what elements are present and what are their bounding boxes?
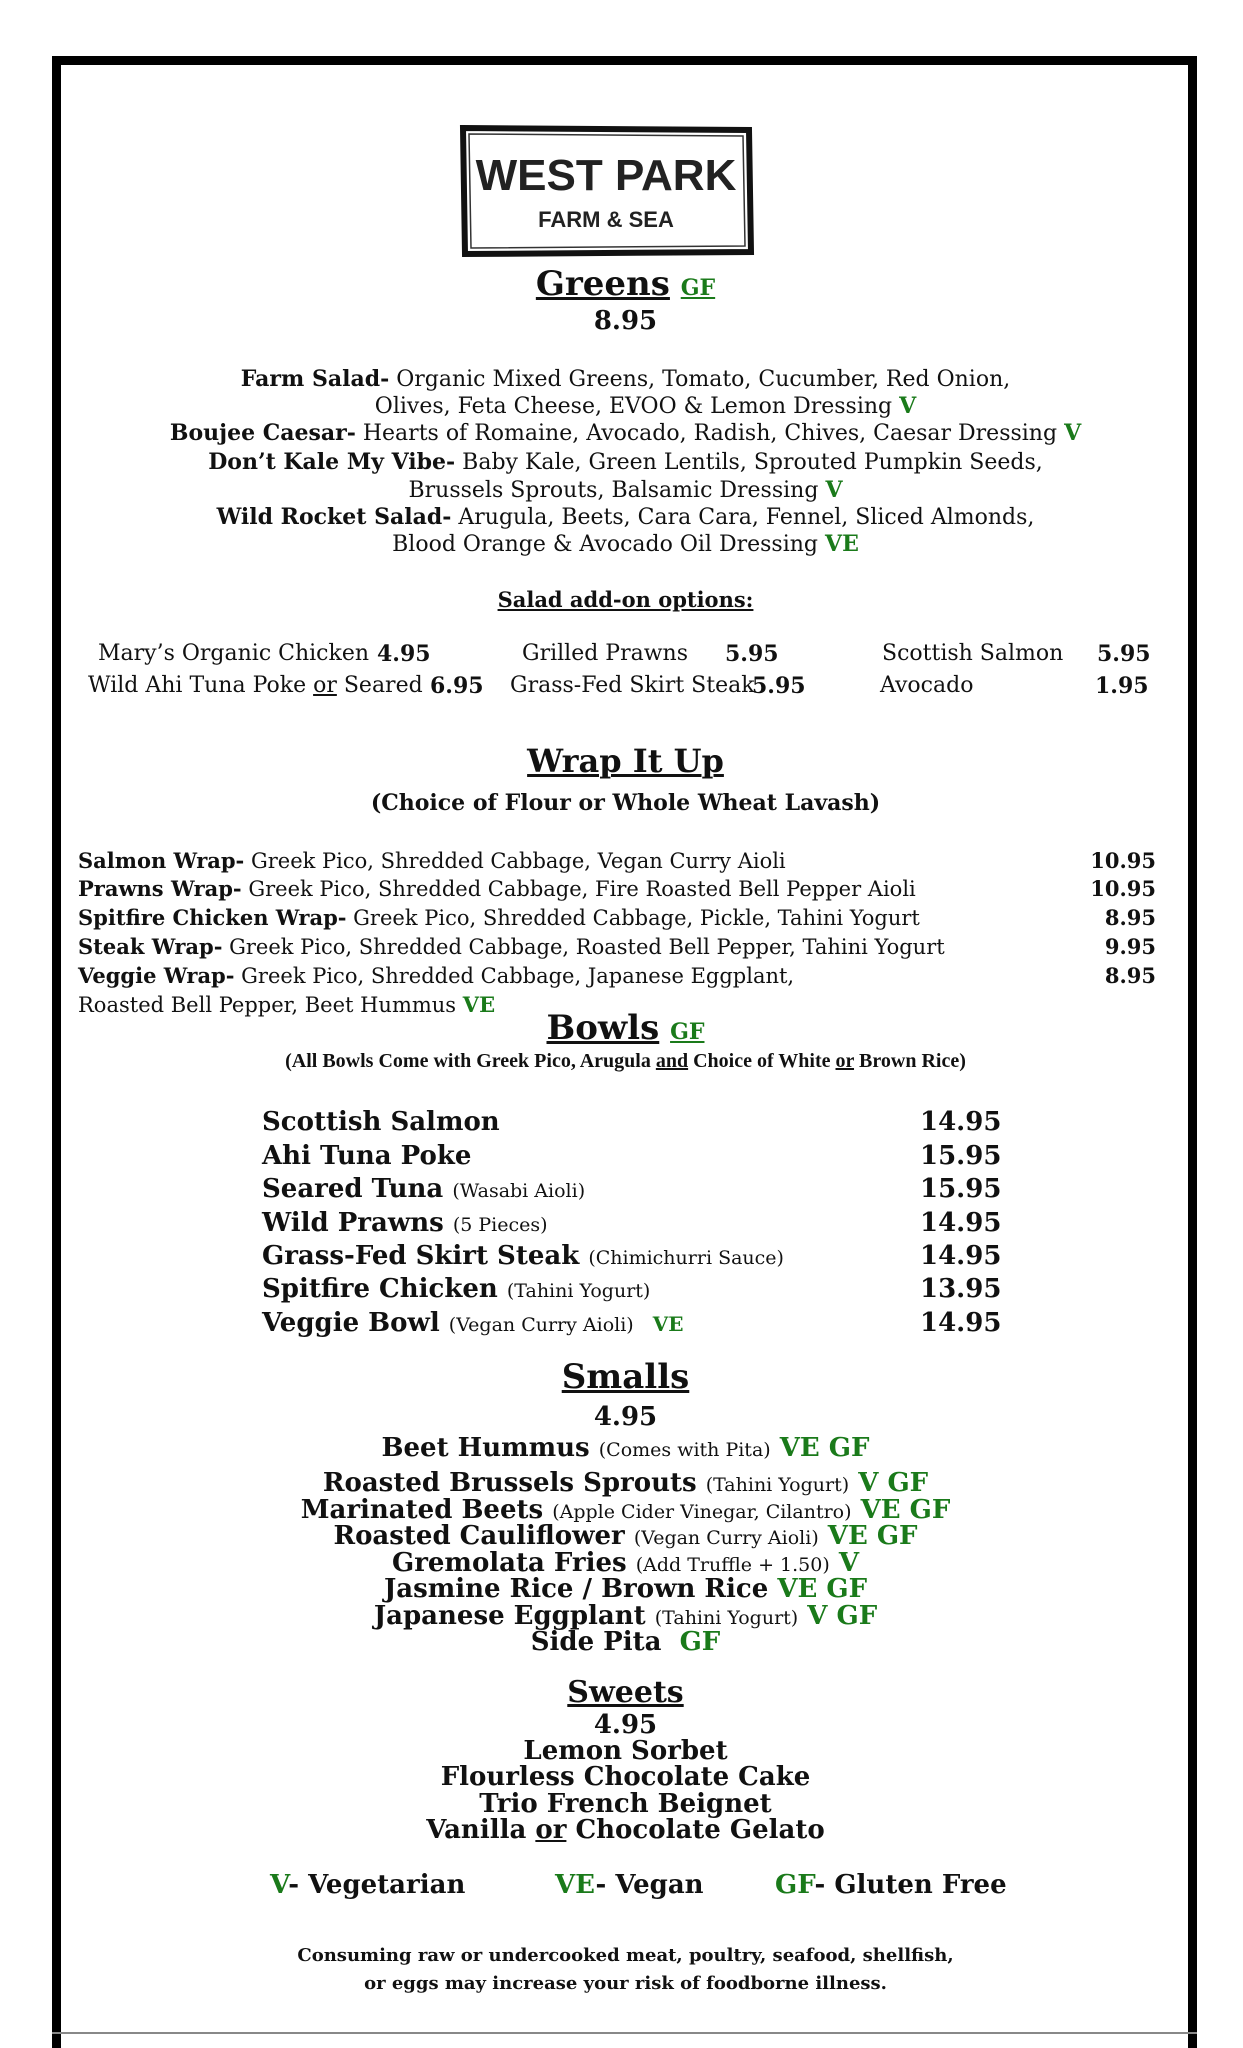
- small-item-side-pita: [60, 1629, 1191, 1655]
- item-desc: Arugula, Beets, Cara Cara, Fennel, Sliced Almonds,: [451, 505, 1035, 530]
- item-name: Steak Wrap-: [78, 934, 223, 959]
- diet-tag: VE GF: [777, 1574, 868, 1604]
- item-note: (Apple Cider Vinegar, Cilantro): [552, 1501, 852, 1523]
- diet-tag: V: [899, 393, 917, 419]
- wraps-title: Wrap It Up: [527, 742, 724, 780]
- greens-item-wild-rocket-line2: [60, 531, 1191, 558]
- bowl-item-veggie: [262, 1308, 684, 1338]
- item-note: (Tahini Yogurt): [654, 1607, 799, 1629]
- item-name: Side Pita: [530, 1627, 662, 1657]
- logo-line1: WEST PARK: [475, 151, 737, 200]
- addon-avocado: Avocado: [880, 673, 974, 698]
- item-note: (Tahini Yogurt): [506, 1280, 651, 1302]
- subtitle-text: Choice of White: [688, 1050, 836, 1072]
- legend-label: - Vegetarian: [288, 1870, 466, 1900]
- diet-tag: VE: [555, 1870, 596, 1900]
- west-park-logo: [457, 124, 755, 258]
- item-note: (Chimichurri Sauce): [588, 1247, 784, 1269]
- diet-tag: GF: [679, 1627, 721, 1657]
- item-note: (Vegan Curry Aioli): [448, 1314, 634, 1336]
- small-item-beet-hummus: [60, 1435, 1191, 1463]
- item-desc: Hearts of Romaine, Avocado, Radish, Chives, Caesar Dressing: [355, 421, 1058, 446]
- addon-chicken: Mary’s Organic Chicken: [98, 641, 370, 666]
- bowl-price-prawns: 14.95: [920, 1208, 1002, 1238]
- small-item-rice: [60, 1576, 1191, 1602]
- subtitle-text: and: [655, 1050, 689, 1072]
- item-desc: Roasted Bell Pepper, Beet Hummus: [78, 993, 457, 1017]
- legend-label: - Vegan: [595, 1870, 704, 1900]
- item-desc: Olives, Feta Cheese, EVOO & Lemon Dressing: [374, 394, 893, 419]
- wrap-item-veggie: [78, 963, 794, 988]
- addon-text: Wild Ahi Tuna Poke: [88, 673, 314, 698]
- diet-tag: V: [825, 477, 843, 503]
- item-name: Scottish Salmon: [262, 1107, 500, 1137]
- item-desc: Greek Pico, Shredded Cabbage, Roasted Bell Pepper, Tahini Yogurt: [222, 935, 945, 959]
- item-name: Prawns Wrap-: [78, 876, 242, 901]
- greens-item-boujee-caesar: [60, 420, 1191, 447]
- bowls-tag: GF: [670, 1019, 705, 1045]
- legend-gluten-free: [775, 1870, 1007, 1900]
- wrap-price-steak: 9.95: [1104, 934, 1156, 959]
- greens-item-dont-kale-line2: [60, 477, 1191, 504]
- item-desc: Brussels Sprouts, Balsamic Dressing: [408, 478, 819, 503]
- bowls-subtitle: [60, 1050, 1191, 1073]
- item-name: Beet Hummus: [381, 1433, 590, 1463]
- small-item-brussels: [60, 1470, 1191, 1498]
- greens-item-farm-salad: [60, 366, 1191, 393]
- bowl-price-veggie: 14.95: [920, 1308, 1002, 1338]
- sweets-price: 4.95: [593, 1710, 658, 1740]
- disclaimer-line1: Consuming raw or undercooked meat, poultry, seafood, shellfish,: [297, 1945, 954, 1966]
- wrap-item-salmon: [78, 848, 786, 873]
- bowls-heading: [60, 1008, 1191, 1048]
- greens-heading: [60, 264, 1191, 304]
- item-name: Veggie Bowl: [262, 1308, 440, 1338]
- diet-tag: V: [270, 1870, 289, 1900]
- item-name: Chocolate Gelato: [566, 1815, 825, 1845]
- diet-tag: VE: [825, 531, 859, 557]
- bowl-price-skirt-steak: 14.95: [920, 1241, 1002, 1271]
- item-name: Salmon Wrap-: [78, 848, 245, 873]
- sweet-item-beignet: Trio French Beignet: [479, 1789, 772, 1819]
- bowl-item-seared-tuna: [262, 1174, 585, 1204]
- addon-text: Seared: [336, 673, 423, 698]
- small-item-cauliflower: [60, 1523, 1191, 1551]
- bowl-price-spitfire: 13.95: [920, 1274, 1002, 1304]
- diet-tag: V GF: [858, 1468, 929, 1498]
- item-name: Japanese Eggplant: [373, 1601, 646, 1631]
- item-name: Boujee Caesar-: [169, 420, 356, 446]
- item-note: (Add Truffle + 1.50): [635, 1554, 830, 1576]
- wraps-subtitle: (Choice of Flour or Whole Wheat Lavash): [370, 790, 881, 816]
- item-name: Veggie Wrap-: [78, 963, 235, 988]
- item-note: (Vegan Curry Aioli): [633, 1527, 819, 1549]
- wrap-price-salmon: 10.95: [1090, 848, 1156, 873]
- item-name: Roasted Brussels Sprouts: [322, 1468, 697, 1498]
- greens-title: Greens: [535, 264, 670, 304]
- greens-item-dont-kale: [60, 449, 1191, 476]
- item-desc: Blood Orange & Avocado Oil Dressing: [392, 532, 818, 557]
- subtitle-text: or: [835, 1050, 855, 1072]
- addon-skirt-steak: Grass-Fed Skirt Steak: [510, 673, 755, 698]
- legend-vegetarian: [270, 1870, 465, 1900]
- item-note: (Tahini Yogurt): [705, 1474, 850, 1496]
- addon-ahi-tuna: [88, 673, 423, 698]
- item-name: Gremolata Fries: [391, 1548, 627, 1578]
- diet-tag: V GF: [807, 1601, 878, 1631]
- item-name: Roasted Cauliflower: [333, 1521, 625, 1551]
- bowl-price-ahi: 15.95: [920, 1141, 1002, 1171]
- addon-prawns-price: 5.95: [725, 641, 779, 667]
- item-name: Spitfire Chicken: [262, 1274, 498, 1304]
- item-name: Wild Rocket Salad-: [216, 504, 452, 530]
- item-name: Spitfire Chicken Wrap-: [78, 905, 347, 930]
- wrap-price-veggie: 8.95: [1104, 963, 1156, 988]
- disclaimer-line2: or eggs may increase your risk of foodborne illness.: [364, 1973, 887, 1994]
- diet-tag: VE: [652, 1312, 684, 1336]
- smalls-price: 4.95: [593, 1402, 658, 1432]
- diet-tag: VE GF: [827, 1521, 918, 1551]
- wrap-item-steak: [78, 934, 945, 959]
- item-name: Ahi Tuna Poke: [262, 1141, 472, 1171]
- item-note: (Wasabi Aioli): [452, 1180, 586, 1202]
- item-name: Grass-Fed Skirt Steak: [262, 1241, 580, 1271]
- addon-ahi-tuna-price: 6.95: [430, 673, 484, 699]
- greens-item-wild-rocket: [60, 504, 1191, 531]
- item-name: or: [535, 1815, 567, 1845]
- bowl-item-prawns: [262, 1208, 548, 1238]
- logo-line2: FARM & SEA: [538, 207, 674, 232]
- sweets-title: Sweets: [567, 1675, 684, 1710]
- addon-prawns: Grilled Prawns: [522, 641, 689, 666]
- wrap-price-spitfire: 8.95: [1104, 905, 1156, 930]
- greens-tag: GF: [680, 275, 716, 301]
- diet-tag: VE GF: [860, 1495, 951, 1525]
- addon-title: Salad add-on options:: [497, 587, 754, 612]
- addon-avocado-price: 1.95: [1095, 673, 1149, 699]
- bowl-item-salmon: [262, 1107, 500, 1137]
- diet-tag: V: [1064, 420, 1082, 446]
- item-desc: Greek Pico, Shredded Cabbage, Fire Roasted Bell Pepper Aioli: [241, 877, 916, 901]
- addon-skirt-steak-price: 5.95: [752, 673, 806, 699]
- item-name: Wild Prawns: [262, 1208, 444, 1238]
- addon-salmon: Scottish Salmon: [882, 641, 1064, 666]
- smalls-title: Smalls: [561, 1357, 690, 1397]
- item-name: Farm Salad-: [240, 366, 390, 392]
- item-desc: Greek Pico, Shredded Cabbage, Vegan Curry Aioli: [244, 849, 786, 873]
- bowl-item-ahi: [262, 1141, 471, 1171]
- legend-vegan: [555, 1870, 704, 1900]
- sweet-item-gelato: [60, 1817, 1191, 1843]
- bowls-title: Bowls: [546, 1008, 660, 1048]
- item-desc: Greek Pico, Shredded Cabbage, Japanese Eggplant,: [234, 964, 795, 988]
- addon-chicken-price: 4.95: [377, 641, 431, 667]
- bowl-price-seared-tuna: 15.95: [920, 1174, 1002, 1204]
- bowl-price-salmon: 14.95: [920, 1107, 1002, 1137]
- menu-border-bottom: [52, 2032, 1197, 2034]
- item-desc: Baby Kale, Green Lentils, Sprouted Pumpkin Seeds,: [455, 450, 1043, 475]
- item-name: Jasmine Rice / Brown Rice: [383, 1574, 769, 1604]
- item-name: Marinated Beets: [300, 1495, 544, 1525]
- item-desc: Organic Mixed Greens, Tomato, Cucumber, Red Onion,: [389, 367, 1011, 392]
- wrap-item-prawns: [78, 876, 916, 901]
- bowl-item-spitfire: [262, 1274, 650, 1304]
- item-name: Seared Tuna: [262, 1174, 444, 1204]
- diet-tag: GF: [775, 1870, 815, 1900]
- bowl-item-skirt-steak: [262, 1241, 784, 1271]
- sweet-item-chocolate-cake: Flourless Chocolate Cake: [440, 1762, 811, 1792]
- subtitle-text: (All Bowls Come with Greek Pico, Arugula: [285, 1050, 656, 1072]
- greens-price: 8.95: [593, 306, 658, 336]
- subtitle-text: Brown Rice): [854, 1050, 966, 1072]
- item-note: (5 Pieces): [452, 1214, 548, 1236]
- addon-salmon-price: 5.95: [1097, 641, 1151, 667]
- diet-tag: V: [838, 1548, 860, 1578]
- item-note: (Comes with Pita): [598, 1439, 771, 1461]
- wrap-item-spitfire: [78, 905, 920, 930]
- diet-tag: VE: [462, 992, 496, 1017]
- sweet-item-sorbet: Lemon Sorbet: [523, 1736, 728, 1766]
- legend-label: - Gluten Free: [814, 1870, 1007, 1900]
- item-desc: Greek Pico, Shredded Cabbage, Pickle, Tahini Yogurt: [346, 906, 920, 930]
- addon-text: or: [313, 673, 337, 698]
- wrap-price-prawns: 10.95: [1090, 876, 1156, 901]
- item-name: Vanilla: [426, 1815, 536, 1845]
- diet-tag: VE GF: [779, 1433, 870, 1463]
- greens-item-farm-salad-line2: [80, 393, 1211, 420]
- item-name: Don’t Kale My Vibe-: [208, 449, 456, 475]
